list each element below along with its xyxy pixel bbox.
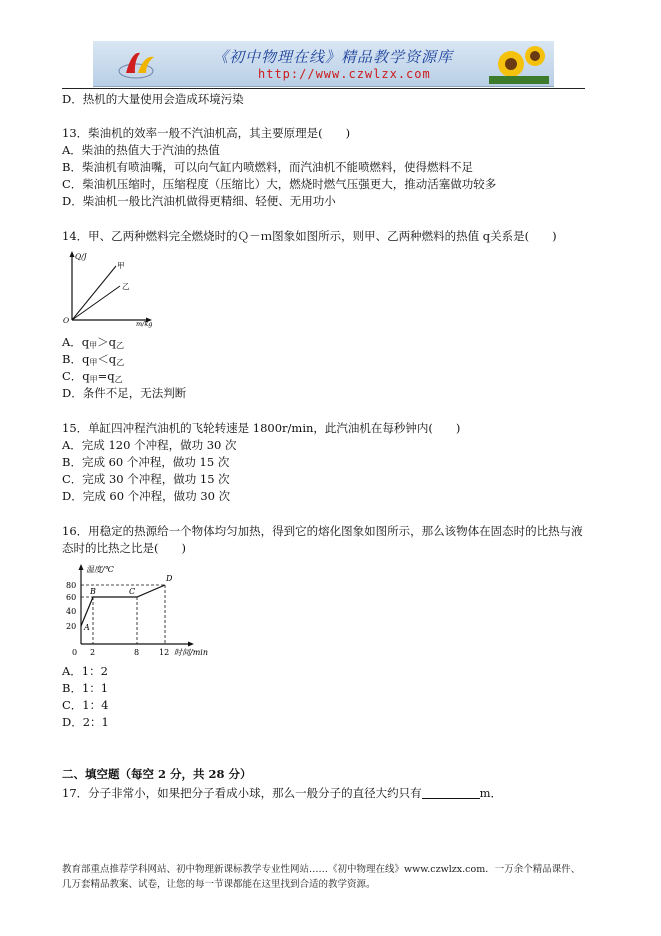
section-fill-in-title: 二、填空题（每空 2 分，共 28 分） xyxy=(62,767,252,781)
fig14-xlabel: m/kg xyxy=(136,320,153,328)
fig16-point-d: D xyxy=(166,574,173,583)
q13-option-b: B．柴油机有喷油嘴，可以向气缸内喷燃料，而汽油机不能喷燃料，使得燃料不足 xyxy=(62,160,473,174)
fig16-ytick-20: 20 xyxy=(66,622,77,631)
q16-option-a: A．1：2 xyxy=(62,664,108,678)
q16-option-d: D．2：1 xyxy=(62,715,109,729)
banner-url[interactable]: http://www.czwlzx.com xyxy=(258,67,431,81)
q14-stem: 14．甲、乙两种燃料完全燃烧时的Ｑ－ｍ图象如图所示，则甲、乙两种燃料的热值 q关系是( ) xyxy=(62,229,557,243)
footer-line-2: 几万套精品教案、试卷，让您的每一节课都能在这里找到合适的教学资源。 xyxy=(62,879,376,890)
fig16-ytick-40: 40 xyxy=(66,607,77,616)
fig16-xtick-8: 8 xyxy=(134,648,140,657)
fig16-point-a: A xyxy=(84,623,90,632)
header-rule xyxy=(62,88,585,89)
q14-option-b: B．$q_甲<q_乙$ xyxy=(62,352,125,367)
fig14-line-yi: 乙 xyxy=(122,282,130,291)
q15-stem: 15．单缸四冲程汽油机的飞轮转速是 1800r/min，此汽油机在每秒钟内( ) xyxy=(62,421,461,435)
q13-option-a: A．柴油的热值大于汽油的热值 xyxy=(62,143,220,157)
q15-option-a: A．完成 120 个冲程，做功 30 次 xyxy=(62,438,237,452)
q17-answer-blank[interactable] xyxy=(422,787,480,799)
q16-option-b: B．1：1 xyxy=(62,681,109,695)
fig16-point-c: C xyxy=(129,587,136,596)
fig16-ytick-80: 80 xyxy=(66,581,77,590)
q16-figure xyxy=(62,562,227,658)
fig16-xtick-0: 0 xyxy=(72,648,78,657)
q14-option-a: A．$q_甲>q_乙$ xyxy=(62,335,125,350)
q14-option-d: D．条件不足，无法判断 xyxy=(62,386,187,400)
q16-option-c: C．1：4 xyxy=(62,698,109,712)
q16-stem-2: 态时的比热之比是( ) xyxy=(62,541,186,555)
q17-stem: 17．分子非常小，如果把分子看成小球，那么一般分子的直径大约只有 m． xyxy=(62,786,503,800)
q12-option-d: D．热机的大量使用会造成环境污染 xyxy=(62,92,244,106)
q13-option-c: C．柴油机压缩时，压缩程度（压缩比）大，燃烧时燃气压强更大，推动活塞做功较多 xyxy=(62,177,497,191)
header-banner xyxy=(93,41,554,87)
banner-title: 《初中物理在线》精品教学资源库 xyxy=(213,48,454,66)
q13-option-d: D．柴油机一般比汽油机做得更精细、轻便、无用功小 xyxy=(62,194,336,208)
fig14-line-jia: 甲 xyxy=(117,261,125,270)
q15-option-d: D．完成 60 个冲程，做功 30 次 xyxy=(62,489,231,503)
q13-stem: 13．柴油机的效率一般不汽油机高，其主要原理是( ) xyxy=(62,126,351,140)
logo-icon xyxy=(118,49,164,81)
q15-option-b: B．完成 60 个冲程，做功 15 次 xyxy=(62,455,230,469)
fig14-ylabel: Q/J xyxy=(75,252,87,261)
fig16-xtick-12: 12 xyxy=(159,648,170,657)
fig16-ylabel: 温度/℃ xyxy=(86,565,114,574)
fig16-ytick-60: 60 xyxy=(66,593,77,602)
q14-figure xyxy=(62,250,162,328)
sunflower-icon xyxy=(489,44,549,84)
page-footer xyxy=(62,862,602,892)
q14-option-c: C．$q_甲=q_乙$ xyxy=(62,369,123,384)
q15-option-c: C．完成 30 个冲程，做功 15 次 xyxy=(62,472,230,486)
fig14-origin: O xyxy=(63,316,70,325)
footer-line-1: 教育部重点推荐学科网站、初中物理新课标教学专业性网站……《初中物理在线》www.czwlzx.com．一万余个精品课件、 xyxy=(62,864,581,875)
fig16-xlabel: 时间/min xyxy=(174,648,208,657)
q16-stem-1: 16．用稳定的热源给一个物体均匀加热，得到它的熔化图象如图所示，那么该物体在固态时的比热与液 xyxy=(62,524,583,538)
fig16-point-b: B xyxy=(90,587,96,596)
fig16-xtick-2: 2 xyxy=(90,648,96,657)
